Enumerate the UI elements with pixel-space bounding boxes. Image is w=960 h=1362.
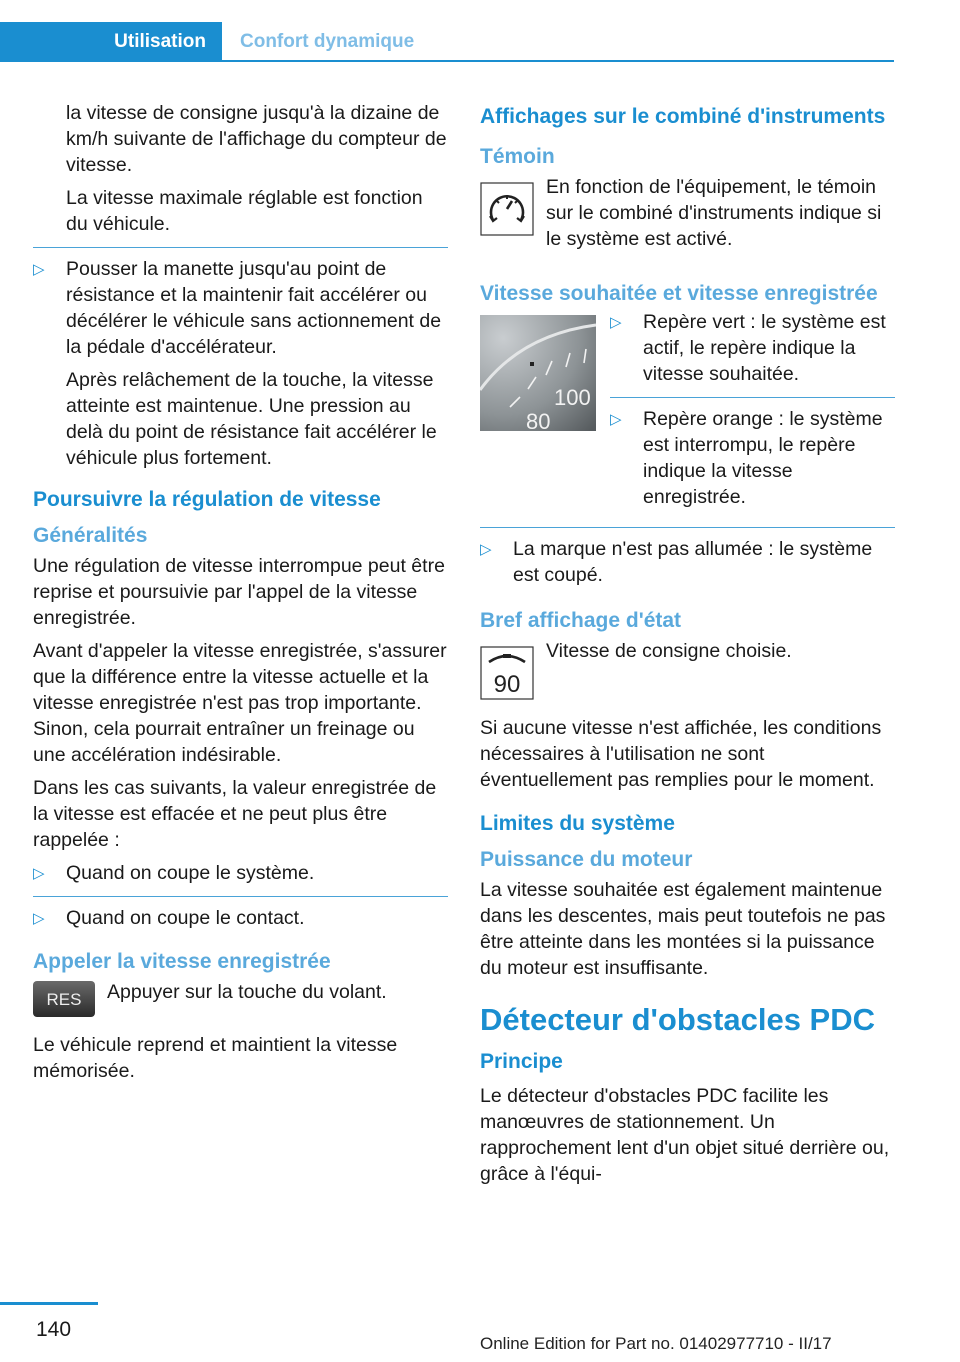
paragraph: Après relâchement de la touche, la vitesse atteinte est maintenue. Une pression au delà du point de résistance fait accélérer le véhicule plus fortement. bbox=[66, 369, 437, 469]
divider bbox=[480, 527, 895, 528]
tab-utilisation[interactable]: Utilisation bbox=[0, 22, 222, 62]
subsection-heading: Généralités bbox=[33, 524, 148, 547]
res-label: RES bbox=[46, 990, 82, 1009]
page-number: 140 bbox=[36, 1318, 72, 1341]
list-item bbox=[610, 309, 895, 387]
list-item-text: Quand on coupe le système. bbox=[66, 862, 315, 884]
list-item bbox=[480, 536, 895, 588]
left-column bbox=[33, 100, 448, 1091]
triangle-bullet-icon: ▷ bbox=[610, 314, 622, 331]
bref-row bbox=[480, 638, 895, 707]
header-divider bbox=[222, 60, 894, 62]
paragraph: Si aucune vitesse n'est affichée, les conditions nécessaires à l'utilisation ne sont éventuellement pas remplies pour le moment. bbox=[480, 717, 882, 791]
footer-divider bbox=[0, 1302, 98, 1305]
temoin-row bbox=[480, 174, 895, 259]
subsection-heading: Bref affichage d'état bbox=[480, 609, 682, 632]
section-heading: Poursuivre la régulation de vitesse bbox=[33, 488, 381, 511]
subsection-heading: Appeler la vitesse enregistrée bbox=[33, 950, 331, 973]
speed-value: 90 bbox=[493, 671, 521, 698]
list-item bbox=[33, 860, 448, 886]
paragraph: Une régulation de vitesse interrompue peut être reprise et poursuivie par l'appel de la vitesse enregistrée. bbox=[33, 555, 445, 629]
subsection-heading: Témoin bbox=[480, 145, 555, 168]
cruise-control-icon bbox=[480, 182, 534, 243]
edition-note: Online Edition for Part no. 01402977710 - II/17 bbox=[480, 1334, 832, 1353]
chapter-heading: Détecteur d'obstacles PDC bbox=[480, 1002, 875, 1037]
res-button-icon bbox=[33, 981, 95, 1024]
subsection-heading: Vitesse souhaitée et vitesse enregistrée bbox=[480, 282, 878, 305]
list-item bbox=[33, 256, 448, 471]
paragraph: Avant d'appeler la vitesse enregistrée, s'assurer que la différence entre la vitesse actuelle et la vitesse enregistrée n'est pas trop importante. Sinon, cela pourrait entraîner un freinage ou une accélération indésirable. bbox=[33, 640, 447, 766]
section-heading: Affichages sur le combiné d'instruments bbox=[480, 105, 886, 128]
triangle-bullet-icon: ▷ bbox=[610, 411, 622, 428]
gauge-label-80: 80 bbox=[526, 409, 551, 431]
list-item-text: Quand on coupe le contact. bbox=[66, 907, 305, 929]
subsection-heading: Puissance du moteur bbox=[480, 848, 693, 871]
triangle-bullet-icon: ▷ bbox=[480, 541, 492, 558]
paragraph: Dans les cas suivants, la valeur enregistrée de la vitesse est effacée et ne peut plus être rappelée : bbox=[33, 777, 437, 851]
speedometer-image bbox=[480, 315, 596, 438]
list-item-text: Repère orange : le système est interrompu, le repère indique la vitesse enregistrée. bbox=[643, 408, 883, 508]
paragraph: Vitesse de consigne choisie. bbox=[546, 640, 792, 662]
speed-display-icon bbox=[480, 646, 534, 707]
gauge-row bbox=[480, 311, 895, 517]
paragraph: En fonction de l'équipement, le témoin sur le combiné d'instruments indique si le système est activé. bbox=[546, 176, 882, 250]
section-heading: Limites du système bbox=[480, 812, 675, 835]
section-heading: Principe bbox=[480, 1050, 563, 1073]
divider bbox=[33, 896, 448, 897]
list-item-text: Repère vert : le système est actif, le repère indique la vitesse souhaitée. bbox=[643, 311, 886, 385]
paragraph: La vitesse maximale réglable est fonction du véhicule. bbox=[66, 187, 423, 235]
gauge-label-100: 100 bbox=[554, 385, 591, 410]
right-column bbox=[480, 100, 895, 1194]
res-instruction bbox=[33, 979, 448, 1024]
paragraph: Le détecteur d'obstacles PDC facilite les manœuvres de stationnement. Un rapprochement lent d'un objet situé derrière ou, grâce à l'équi- bbox=[480, 1085, 890, 1185]
divider bbox=[33, 247, 448, 248]
list-item bbox=[33, 905, 448, 931]
list-item-text: Pousser la manette jusqu'au point de résistance et la maintenir fait accélérer ou décélérer le véhicule sans actionnement de la pédale d'accélérateur. bbox=[66, 258, 442, 358]
paragraph: La vitesse souhaitée est également maintenue dans les descentes, mais peut toutefois ne pas être atteinte dans les montées si la puissance du moteur est insuffisante. bbox=[480, 879, 886, 979]
triangle-bullet-icon: ▷ bbox=[33, 910, 45, 927]
tab-confort-dynamique[interactable]: Confort dynamique bbox=[240, 31, 415, 52]
list-item-text: La marque n'est pas allumée : le système est coupé. bbox=[513, 538, 873, 586]
paragraph: Appuyer sur la touche du volant. bbox=[107, 981, 387, 1003]
list-item bbox=[610, 406, 895, 510]
paragraph: Le véhicule reprend et maintient la vitesse mémorisée. bbox=[33, 1034, 398, 1082]
triangle-bullet-icon: ▷ bbox=[33, 261, 45, 278]
triangle-bullet-icon: ▷ bbox=[33, 865, 45, 882]
divider bbox=[610, 397, 895, 398]
paragraph: la vitesse de consigne jusqu'à la dizaine de km/h suivante de l'affichage du compteur de vitesse. bbox=[66, 102, 447, 176]
